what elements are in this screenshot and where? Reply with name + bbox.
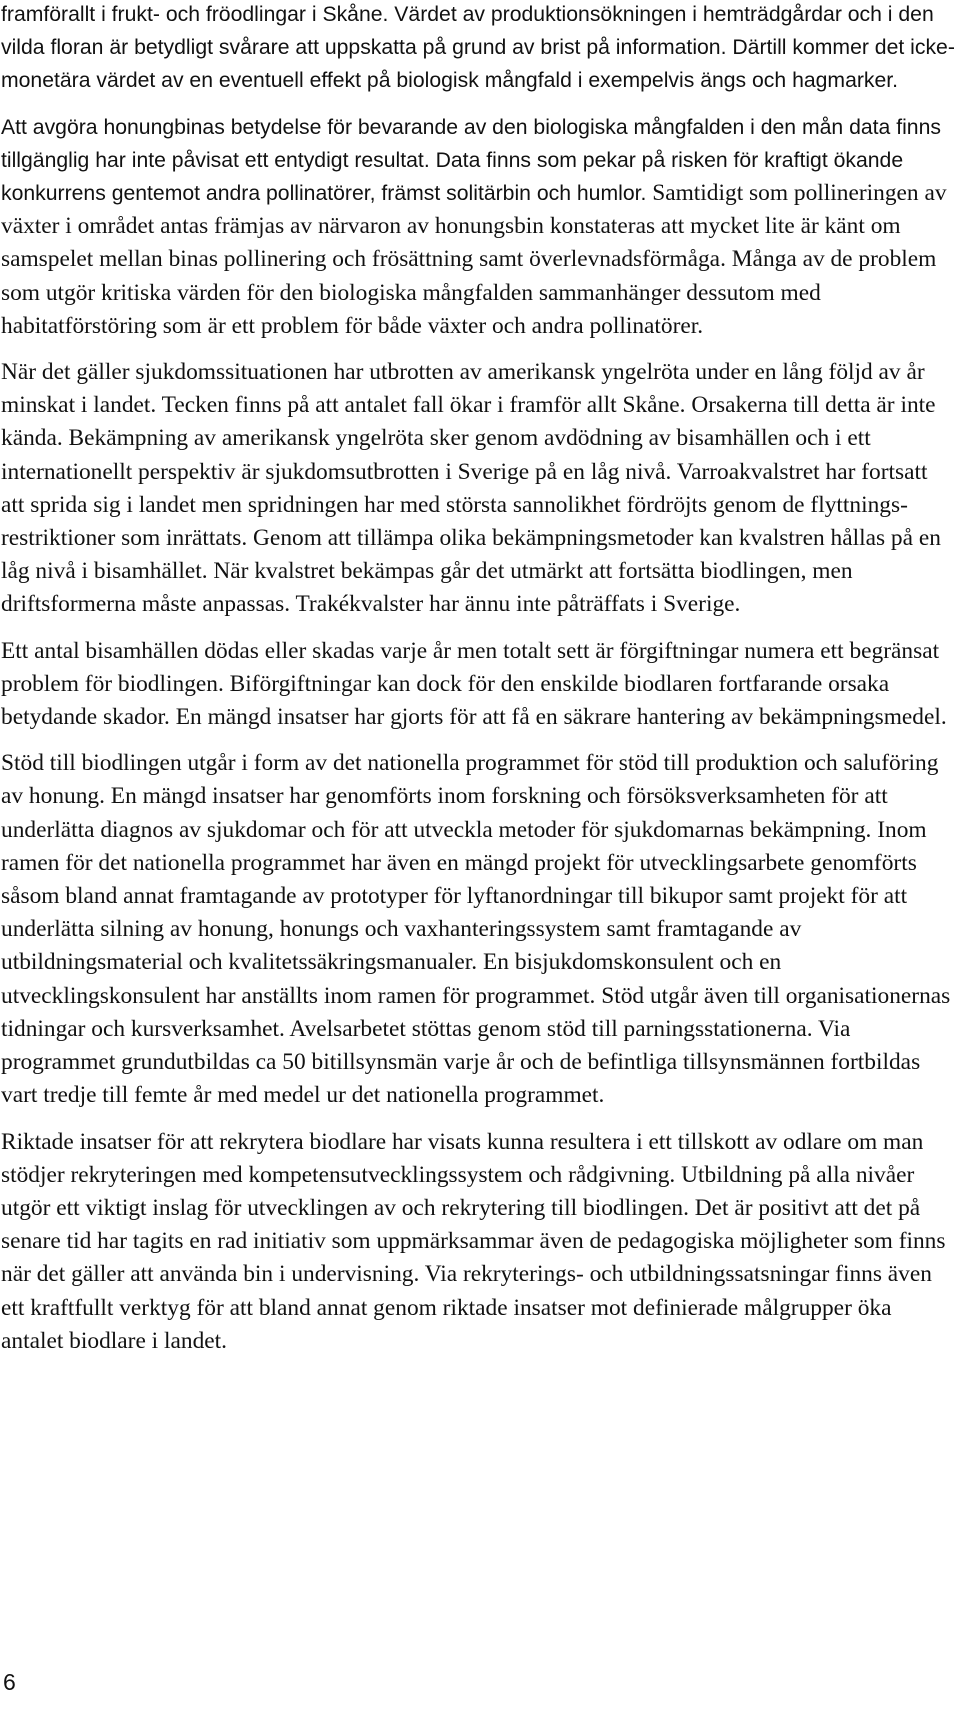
paragraph-fruit-seed-value: framförallt i frukt- och fröodlingar i Skåne. Värdet av produktionsökningen i hemträdgårdar och i den vilda floran är betydligt svårare att uppskatta på grund av brist på information. Därtill kommer det icke-monetära värdet av en eventuell effekt på biologisk mångfald i exempelvis ängs och hagmarker. (1, 3, 955, 93)
paragraph-recruitment: Riktade insatser för att rekrytera biodlare har visats kunna resultera i ett tillskott av odlare om man stödjer rekryteringen med kompetensutvecklingssystem och rådgivning. Utbildning på alla nivåer utgör ett viktigt inslag för utvecklingen av och rekrytering till biodlingen. Det är positivt att det på senare tid har tagits en rad initiativ som uppmärksammar även de pedagogiska möjligheter som finns när det gäller att använda bin i undervisning. Via rekryterings- och utbildningssatsningar finns även ett kraftfullt verktyg för att bland annat genom riktade insatser mot definierade målgrupper öka antalet biodlare i landet. (1, 1128, 946, 1354)
paragraph-disease-situation: När det gäller sjukdomssituationen har utbrotten av amerikansk yngelröta under en lång följd av år minskat i landet. Tecken finns på att antalet fall ökar i framför allt Skåne. Orsakerna till detta är inte kända. Bekämpning av amerikansk yngelröta sker genom avdödning av bisamhällen och i ett internationellt perspektiv är sjukdomsutbrotten i Sverige på en låg nivå. Varroakvalstret har fortsatt att sprida sig i landet men spridningen har med största sannolikhet fördröjts genom de flyttnings-restriktioner som inrättats. Genom att tillämpa olika bekämpningsmetoder kan kvalstren hållas på en låg nivå i bisamhället. När kvalstret bekämpas går det utmärkt att fortsätta biodlingen, men driftsformerna måste anpassas. Trakékvalster har ännu inte påträffats i Sverige. (1, 359, 941, 618)
paragraph-honeybee-biodiversity (1, 111, 956, 343)
page-number: 6 (3, 1669, 16, 1695)
paragraph-national-program-support: Stöd till biodlingen utgår i form av det nationella programmet för stöd till produktion och saluföring av honung. En mängd insatser har genomförts inom forskning och försöksverksamheten för att underlätta diagnos av sjukdomar och för att utveckla metoder för sjukdomarnas bekämpning. Inom ramen för det nationella programmet har även en mängd projekt för utvecklingsarbete genomförts såsom bland annat framtagande av prototyper för lyftanordningar till bikupor samt projekt för att underlätta silning av honung, honungs och vaxhanteringssystem samt framtagande av utbildningsmaterial och kvalitetssäkringsmanualer. En bisjukdomskonsulent och en utvecklingskonsulent har anställts inom ramen för programmet. Stöd utgår även till organisationernas tidningar och kursverksamhet. Avelsarbetet stöttas genom stöd till parningsstationerna. Via programmet grundutbildas ca 50 bitillsynsmän varje år och de befintliga tillsynsmännen fortbildas vart tredje till femte år med medel ur det nationella programmet. (1, 750, 951, 1109)
paragraph-poisonings: Ett antal bisamhällen dödas eller skadas varje år men totalt sett är förgiftningar numera ett begränsat problem för biodlingen. Biförgiftningar kan dock för den enskilde biodlaren fortfarande orsaka betydande skador. En mängd insatser har gjorts för att få en säkrare hantering av bekämpningsmedel. (1, 637, 947, 731)
paragraph-honeybee-biodiversity-serif: Samtidigt som pollineringen av växter i området antas främjas av närvaron av honungsbin konstateras att mycket lite är känt om samspelet mellan binas pollinering och frösättning samt överlevnadsförmåga. Många av de problem som utgör kritiska värden för den biologiska mångfalden sammanhänger dessutom med habitatförstöring som är ett problem för både växter och andra pollinatörer. (1, 180, 947, 339)
paragraph-honeybee-biodiversity-sans: Att avgöra honungbinas betydelse för bevarande av den biologiska mångfalden i den mån data finns tillgänglig har inte påvisat ett entydigt resultat. Data finns som pekar på risken för kraftigt ökande konkurrens gentemot andra pollinatörer, främst solitärbin och humlor. (1, 115, 941, 206)
body-text (1, 0, 956, 1371)
